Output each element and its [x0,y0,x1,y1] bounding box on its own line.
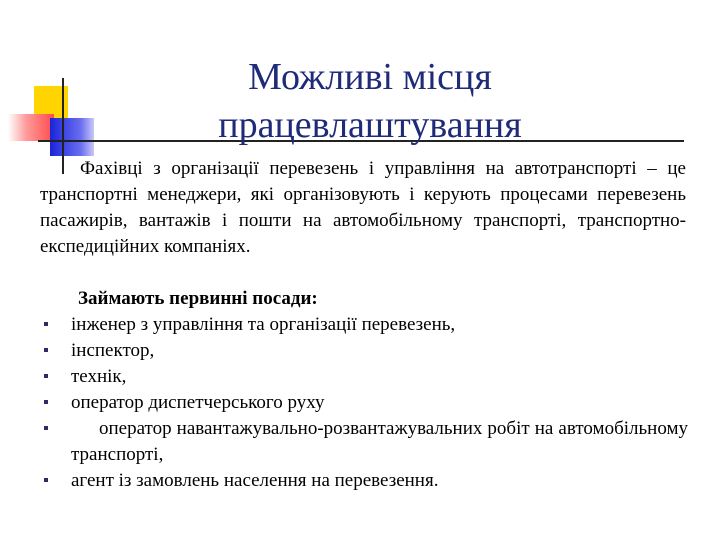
list-item [40,312,688,338]
list-item-text: оператор навантажувально-розвантажувальних робіт на автомобільному транспорті, [71,418,688,465]
bullet-icon [44,322,48,326]
list-item-text: технік, [71,366,127,387]
bullet-icon [44,374,48,378]
list-item [40,390,688,416]
positions-list [40,312,688,494]
list-item [40,468,688,494]
list-item [40,364,688,390]
bullet-icon [44,478,48,482]
intro-paragraph: Фахівці з організації перевезень і управління на автотранспорті – це транспортні менеджери, які організовують і керують процесами перевезень пасажирів, вантажів і пошти на автомобільному транспорті, транспортно-експедиційних компаніях. [40,158,686,257]
list-item-text: інженер з управління та організації перевезень, [71,314,456,335]
list-item-text: агент із замовлень населення на перевезення. [71,470,439,491]
list-item [40,338,688,364]
list-item-text: оператор диспетчерського руху [71,392,325,413]
bullet-icon [44,400,48,404]
slide-title: Можливі місця працевлаштування [218,56,522,147]
decor-red-square [8,114,54,141]
positions-heading: Займають первинні посади: [78,288,318,309]
decor-blue-square [50,118,94,156]
bullet-icon [44,426,48,430]
list-item [40,416,688,468]
bullet-icon [44,348,48,352]
list-item-text: інспектор, [71,340,155,361]
